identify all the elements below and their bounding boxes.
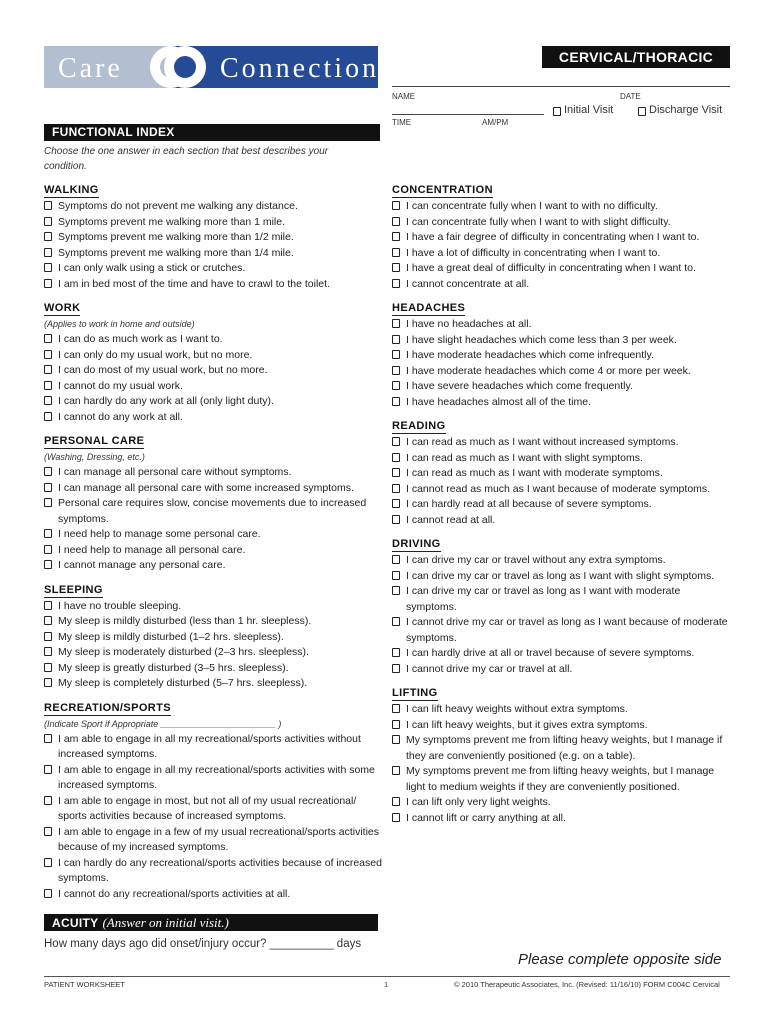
answer-option[interactable]: [392, 277, 732, 293]
checkbox-icon[interactable]: [392, 586, 400, 595]
answer-option[interactable]: [392, 230, 732, 246]
page-number: 1: [384, 980, 389, 989]
checkbox-icon[interactable]: [44, 412, 52, 421]
answer-option[interactable]: [392, 646, 732, 662]
answer-text: I cannot concentrate at all.: [406, 277, 530, 290]
answer-text: I can lift heavy weights, but it gives extra symptoms.: [406, 718, 648, 731]
checkbox-icon[interactable]: [392, 704, 400, 713]
answer-option[interactable]: [44, 261, 384, 277]
answer-option[interactable]: [44, 558, 384, 574]
answer-text: I am able to engage in all my recreational/sports activities without increased symptoms.: [58, 732, 361, 760]
answer-text: I need help to manage some personal care.: [58, 528, 261, 540]
checkbox-icon[interactable]: [392, 515, 400, 524]
checkbox-icon[interactable]: [44, 381, 52, 390]
checkbox-icon[interactable]: [44, 858, 52, 867]
logo-left-text: Care: [58, 53, 123, 84]
answer-text: My sleep is mildly disturbed (less than 1 hr. sleepless).: [58, 615, 312, 627]
checkbox-icon[interactable]: [44, 678, 52, 687]
answer-text: I cannot drive my car or travel as long as I want because of moderate symptoms.: [406, 616, 728, 644]
answer-text: I cannot do my usual work.: [58, 379, 183, 392]
checkbox-icon[interactable]: [44, 467, 52, 476]
answer-option[interactable]: [392, 395, 732, 411]
checkbox-icon[interactable]: [44, 827, 52, 836]
answer-option[interactable]: [44, 410, 384, 426]
answer-text: My symptoms prevent me from lifting heavy weights, but I manage light to medium weights if they are conveniently positioned.: [406, 765, 715, 793]
answer-text: I am able to engage in most, but not all of my usual recreational/ sports activities because of increased symptoms.: [58, 794, 357, 822]
answer-option[interactable]: [392, 333, 732, 349]
checkbox-icon[interactable]: [392, 437, 400, 446]
acuity-title: ACUITY: [52, 916, 99, 930]
section-personal-care: [44, 431, 384, 574]
answer-option[interactable]: [44, 199, 384, 215]
answer-text: I cannot read at all.: [406, 513, 496, 526]
answer-option[interactable]: [44, 379, 384, 395]
checkbox-icon[interactable]: [392, 720, 400, 729]
section-reading: [392, 416, 732, 528]
checkbox-icon[interactable]: [44, 616, 52, 625]
footer-left: PATIENT WORKSHEET: [44, 980, 125, 989]
answer-option[interactable]: [44, 277, 384, 293]
answer-text: I am in bed most of the time and have to crawl to the toilet.: [58, 277, 330, 290]
answer-text: I can read as much as I want without increased symptoms.: [406, 436, 679, 448]
acuity-bar: [44, 914, 378, 931]
answer-text: I cannot read as much as I want because of moderate symptoms.: [406, 482, 711, 495]
answer-text: I can concentrate fully when I want to with no difficulty.: [406, 200, 658, 212]
section-title: DRIVING: [392, 538, 441, 550]
answer-option[interactable]: [44, 363, 384, 379]
checkbox-icon[interactable]: [44, 889, 52, 898]
section-work: [44, 298, 384, 425]
answer-text: I am able to engage in a few of my usual recreational/sports activities because of my increased symptoms.: [58, 825, 379, 853]
answer-option[interactable]: [392, 435, 732, 451]
initial-visit-label: Initial Visit: [564, 104, 614, 116]
checkbox-icon[interactable]: [392, 366, 400, 375]
answer-text: I can hardly drive at all or travel because of severe symptoms.: [406, 647, 695, 659]
answer-option[interactable]: [392, 795, 732, 811]
checkbox-icon[interactable]: [392, 664, 400, 673]
checkbox-icon[interactable]: [392, 813, 400, 822]
answer-option[interactable]: [392, 482, 732, 498]
answer-option[interactable]: [392, 348, 732, 364]
answer-text: I can read as much as I want with slight symptoms.: [406, 451, 643, 464]
answer-text: I can do most of my usual work, but no more.: [58, 364, 268, 376]
answer-option[interactable]: [44, 215, 384, 231]
answer-option[interactable]: [392, 733, 732, 764]
section-note: (Washing, Dressing, etc.): [44, 452, 145, 462]
checkbox-icon[interactable]: [392, 735, 400, 744]
answer-text: I can do as much work as I want to.: [58, 333, 223, 345]
checkbox-icon[interactable]: [44, 201, 52, 210]
discharge-visit-label: Discharge Visit: [649, 104, 723, 116]
checkbox-icon[interactable]: [44, 498, 52, 507]
checkbox-icon[interactable]: [392, 279, 400, 288]
answer-text: My sleep is greatly disturbed (3–5 hrs. sleepless).: [58, 661, 289, 674]
care-connections-logo: [44, 46, 393, 88]
answer-text: My symptoms prevent me from lifting heavy weights, but I manage if they are conveniently positioned (e.g. on a table).: [406, 734, 723, 762]
answer-option[interactable]: [44, 496, 384, 527]
section-title: RECREATION/SPORTS: [44, 701, 171, 714]
checkbox-icon[interactable]: [392, 248, 400, 257]
answer-text: Symptoms prevent me walking more than 1/2 mile.: [58, 231, 294, 243]
answer-option[interactable]: [392, 702, 732, 718]
answer-option[interactable]: [392, 497, 732, 513]
checkbox-icon[interactable]: [44, 232, 52, 241]
checkbox-icon[interactable]: [392, 232, 400, 241]
checkbox-icon[interactable]: [392, 617, 400, 626]
logo-right-text: Connections: [220, 53, 393, 84]
answer-text: I can only walk using a stick or crutches.: [58, 262, 246, 274]
time-label: TIME: [392, 118, 412, 127]
answer-text: I have severe headaches which come frequently.: [406, 380, 633, 392]
answer-text: I have headaches almost all of the time.: [406, 395, 592, 408]
section-sleeping: [44, 580, 384, 692]
section-walking: [44, 180, 384, 292]
answer-option[interactable]: [392, 764, 732, 795]
checkbox-icon[interactable]: [392, 766, 400, 775]
answer-text: I can hardly do any recreational/sports activities because of increased symptoms.: [58, 856, 382, 884]
checkbox-icon[interactable]: [44, 601, 52, 610]
answer-text: I can manage all personal care without symptoms.: [58, 466, 292, 478]
answer-option[interactable]: [44, 332, 384, 348]
checkbox-icon[interactable]: [44, 263, 52, 272]
checkbox-icon[interactable]: [392, 201, 400, 210]
section-driving: [392, 534, 732, 677]
time-field-line[interactable]: [392, 114, 544, 115]
answer-text: I have no headaches at all.: [406, 318, 532, 330]
answer-text: Symptoms do not prevent me walking any distance.: [58, 200, 298, 212]
ampm-label: AM/PM: [482, 118, 509, 127]
answer-option[interactable]: [44, 527, 384, 543]
discharge-visit-option[interactable]: [638, 104, 722, 116]
answer-option[interactable]: [44, 645, 384, 661]
section-title: WORK: [44, 302, 81, 314]
answer-option[interactable]: [44, 732, 384, 763]
checkbox-icon[interactable]: [44, 765, 52, 774]
answer-text: I can drive my car or travel as long as I want with moderate symptoms.: [406, 585, 681, 613]
checkbox-icon[interactable]: [44, 334, 52, 343]
answer-text: I can only do my usual work, but no more.: [58, 348, 253, 361]
footer-copyright: © 2010 Therapeutic Associates, Inc. (Revised: 11/16/10) FORM C004C Cervical: [454, 980, 720, 989]
answer-option[interactable]: [44, 394, 384, 410]
section-note: (Indicate Sport if Appropriate _______________________ ): [44, 718, 282, 729]
section-title: PERSONAL CARE: [44, 435, 145, 447]
answer-text: I cannot do any work at all.: [58, 410, 183, 423]
checkbox-icon[interactable]: [392, 263, 400, 272]
answer-option[interactable]: [44, 630, 384, 646]
answer-option[interactable]: [392, 215, 732, 231]
section-title: WALKING: [44, 184, 99, 196]
checkbox-icon[interactable]: [392, 648, 400, 657]
answer-option[interactable]: [44, 230, 384, 246]
answer-text: I cannot lift or carry anything at all.: [406, 811, 566, 824]
section-title: SLEEPING: [44, 583, 103, 596]
checkbox-icon[interactable]: [44, 632, 52, 641]
checkbox-icon[interactable]: [44, 279, 52, 288]
name-label: NAME: [392, 92, 416, 101]
answer-option[interactable]: [392, 466, 732, 482]
checkbox-icon[interactable]: [553, 107, 561, 116]
answer-option[interactable]: [44, 599, 384, 615]
answer-option[interactable]: [44, 348, 384, 364]
checkbox-icon[interactable]: [44, 529, 52, 538]
checkbox-icon[interactable]: [44, 796, 52, 805]
section-title: HEADACHES: [392, 302, 466, 314]
answer-option[interactable]: [392, 513, 732, 529]
answer-option[interactable]: [44, 856, 384, 887]
answer-text: I cannot do any recreational/sports activities at all.: [58, 887, 291, 900]
answer-text: Symptoms prevent me walking more than 1 mile.: [58, 215, 286, 228]
answer-option[interactable]: [392, 615, 732, 646]
answer-option[interactable]: [392, 662, 732, 678]
answer-text: I can hardly read at all because of severe symptoms.: [406, 498, 652, 510]
section-headaches: [392, 298, 732, 410]
section-title: READING: [392, 420, 446, 432]
answer-text: I have moderate headaches which come 4 or more per week.: [406, 364, 691, 377]
checkbox-icon[interactable]: [392, 555, 400, 564]
acuity-note: (Answer on initial visit.): [102, 915, 229, 930]
checkbox-icon[interactable]: [392, 797, 400, 806]
answer-text: I am able to engage in all my recreational/sports activities with some increased symptoms.: [58, 763, 375, 791]
answer-option[interactable]: [44, 661, 384, 677]
section-lifting: [392, 683, 732, 826]
answer-option[interactable]: [44, 614, 384, 630]
checkbox-icon[interactable]: [638, 107, 646, 116]
answer-text: I can lift heavy weights without extra symptoms.: [406, 703, 628, 715]
answer-text: Symptoms prevent me walking more than 1/4 mile.: [58, 246, 294, 259]
checkbox-icon[interactable]: [44, 217, 52, 226]
answer-text: I can manage all personal care with some increased symptoms.: [58, 481, 354, 494]
checkbox-icon[interactable]: [44, 350, 52, 359]
checkbox-icon[interactable]: [44, 647, 52, 656]
answer-text: I can drive my car or travel without any extra symptoms.: [406, 554, 666, 566]
section-recreation-sports: [44, 698, 384, 903]
answer-text: I can read as much as I want with moderate symptoms.: [406, 467, 663, 479]
functional-index-intro: Choose the one answer in each section that best describes your condition.: [44, 146, 329, 172]
checkbox-icon[interactable]: [44, 365, 52, 374]
answer-option[interactable]: [392, 364, 732, 380]
answer-option[interactable]: [44, 543, 384, 559]
answer-option[interactable]: [44, 825, 384, 856]
answer-option[interactable]: [392, 584, 732, 615]
answer-option[interactable]: [392, 718, 732, 734]
initial-visit-option[interactable]: [553, 104, 613, 116]
logo-c-mark-icon: [164, 46, 206, 88]
answer-option[interactable]: [44, 246, 384, 262]
checkbox-icon[interactable]: [392, 571, 400, 580]
answer-text: My sleep is moderately disturbed (2–3 hrs. sleepless).: [58, 646, 309, 658]
answer-text: My sleep is mildly disturbed (1–2 hrs. sleepless).: [58, 630, 284, 643]
checkbox-icon[interactable]: [392, 217, 400, 226]
section-concentration: [392, 180, 732, 292]
answer-option[interactable]: [44, 465, 384, 481]
answer-option[interactable]: [44, 763, 384, 794]
answer-text: I can lift only very light weights.: [406, 796, 551, 808]
checkbox-icon[interactable]: [392, 499, 400, 508]
checkbox-icon[interactable]: [44, 396, 52, 405]
checkbox-icon[interactable]: [44, 483, 52, 492]
section-title: CONCENTRATION: [392, 184, 493, 196]
answer-option[interactable]: [44, 887, 384, 903]
checkbox-icon[interactable]: [44, 248, 52, 257]
answer-text: I need help to manage all personal care.: [58, 543, 246, 556]
right-column: [392, 180, 732, 832]
checkbox-icon[interactable]: [392, 335, 400, 344]
checkbox-icon[interactable]: [44, 663, 52, 672]
section-note: (Applies to work in home and outside): [44, 319, 195, 329]
answer-text: I can drive my car or travel as long as I want with slight symptoms.: [406, 569, 715, 582]
checkbox-icon[interactable]: [44, 560, 52, 569]
checkbox-icon[interactable]: [392, 484, 400, 493]
answer-text: My sleep is completely disturbed (5–7 hrs. sleepless).: [58, 677, 308, 689]
answer-option[interactable]: [392, 451, 732, 467]
answer-text: I have no trouble sleeping.: [58, 599, 182, 612]
answer-text: I have moderate headaches which come infrequently.: [406, 349, 654, 361]
checkbox-icon[interactable]: [392, 381, 400, 390]
answer-option[interactable]: [392, 379, 732, 395]
answer-option[interactable]: [44, 676, 384, 692]
answer-option[interactable]: [392, 811, 732, 827]
answer-option[interactable]: [44, 481, 384, 497]
acuity-question: How many days ago did onset/injury occur? __________ days: [44, 938, 362, 950]
form-title: CERVICAL/THORACIC: [542, 46, 730, 68]
footer-divider: [44, 976, 730, 977]
answer-text: I cannot manage any personal care.: [58, 559, 226, 571]
answer-option[interactable]: [392, 317, 732, 333]
answer-text: I have a great deal of difficulty in concentrating when I want to.: [406, 262, 696, 274]
answer-option[interactable]: [392, 199, 732, 215]
checkbox-icon[interactable]: [44, 734, 52, 743]
checkbox-icon[interactable]: [392, 468, 400, 477]
functional-index-title: FUNCTIONAL INDEX: [44, 124, 380, 141]
answer-text: I have a fair degree of difficulty in concentrating when I want to.: [406, 231, 700, 243]
answer-option[interactable]: [392, 553, 732, 569]
checkbox-icon[interactable]: [44, 545, 52, 554]
answer-option[interactable]: [44, 794, 384, 825]
left-column: [44, 180, 384, 908]
checkbox-icon[interactable]: [392, 350, 400, 359]
answer-option[interactable]: [392, 246, 732, 262]
date-label: DATE: [620, 92, 641, 101]
checkbox-icon[interactable]: [392, 319, 400, 328]
name-field-line[interactable]: [392, 86, 730, 87]
complete-opposite-note: Please complete opposite side: [518, 951, 722, 968]
answer-text: I cannot drive my car or travel at all.: [406, 662, 573, 675]
answer-option[interactable]: [392, 569, 732, 585]
checkbox-icon[interactable]: [392, 453, 400, 462]
answer-text: I can hardly do any work at all (only light duty).: [58, 395, 274, 407]
answer-text: Personal care requires slow, concise movements due to increased symptoms.: [58, 497, 367, 525]
answer-option[interactable]: [392, 261, 732, 277]
answer-text: I have a lot of difficulty in concentrating when I want to.: [406, 246, 661, 259]
answer-text: I have slight headaches which come less than 3 per week.: [406, 333, 677, 346]
answer-text: I can concentrate fully when I want to with slight difficulty.: [406, 215, 671, 228]
checkbox-icon[interactable]: [392, 397, 400, 406]
section-title: LIFTING: [392, 687, 438, 699]
